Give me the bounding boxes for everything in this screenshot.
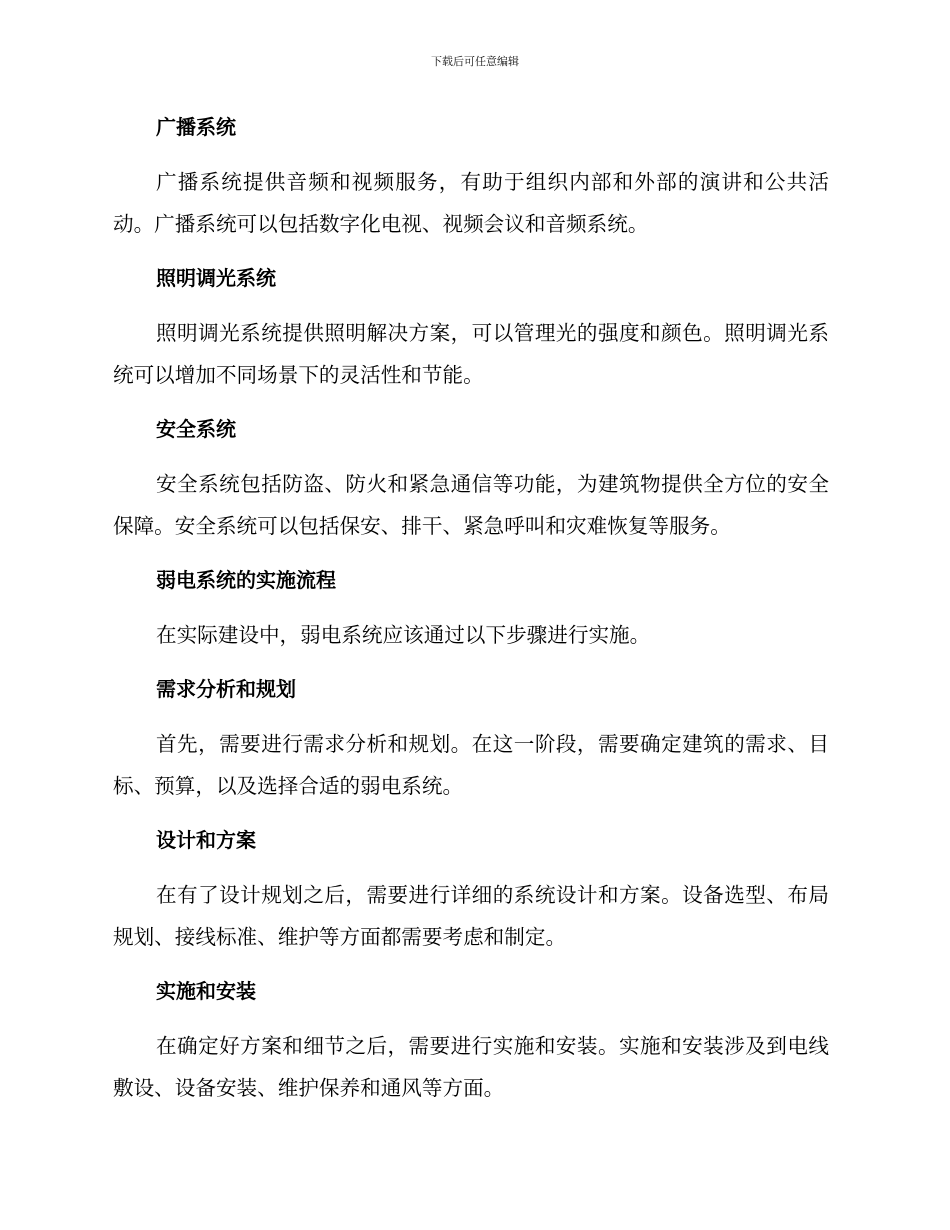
section-implementation-process: [113, 563, 829, 656]
section-requirements: [113, 672, 829, 807]
document-body: [113, 110, 829, 1125]
section-paragraph: 在实际建设中，弱电系统应该通过以下步骤进行实施。: [156, 623, 651, 647]
section-design: [113, 823, 829, 958]
section-paragraph: 安全系统包括防盗、防火和紧急通信等功能，为建筑物提供全方位的安全保障。安全系统可以包括保安、排干、紧急呼叫和灾难恢复等服务。: [113, 472, 829, 538]
section-paragraph: 首先，需要进行需求分析和规划。在这一阶段，需要确定建筑的需求、目标、预算，以及选择合适的弱电系统。: [113, 732, 829, 798]
section-heading: 实施和安装: [156, 979, 256, 1003]
section-security: [113, 412, 829, 547]
section-paragraph: 广播系统提供音频和视频服务，有助于组织内部和外部的演讲和公共活动。广播系统可以包括数字化电视、视频会议和音频系统。: [113, 170, 829, 236]
section-heading: 安全系统: [156, 417, 236, 441]
section-heading: 弱电系统的实施流程: [156, 568, 336, 592]
section-heading: 需求分析和规划: [156, 677, 296, 701]
section-paragraph: 在确定好方案和细节之后，需要进行实施和安装。实施和安装涉及到电线敷设、设备安装、维护保养和通风等方面。: [113, 1034, 829, 1100]
section-lighting: [113, 261, 829, 396]
section-installation: [113, 974, 829, 1109]
section-paragraph: 照明调光系统提供照明解决方案，可以管理光的强度和颜色。照明调光系统可以增加不同场景下的灵活性和节能。: [113, 321, 829, 387]
section-heading: 设计和方案: [156, 828, 256, 852]
page-header: 下载后可任意编辑: [431, 55, 519, 68]
section-heading: 广播系统: [156, 115, 236, 139]
section-heading: 照明调光系统: [156, 266, 276, 290]
section-broadcast: [113, 110, 829, 245]
section-paragraph: 在有了设计规划之后，需要进行详细的系统设计和方案。设备选型、布局规划、接线标准、维护等方面都需要考虑和制定。: [113, 883, 829, 949]
